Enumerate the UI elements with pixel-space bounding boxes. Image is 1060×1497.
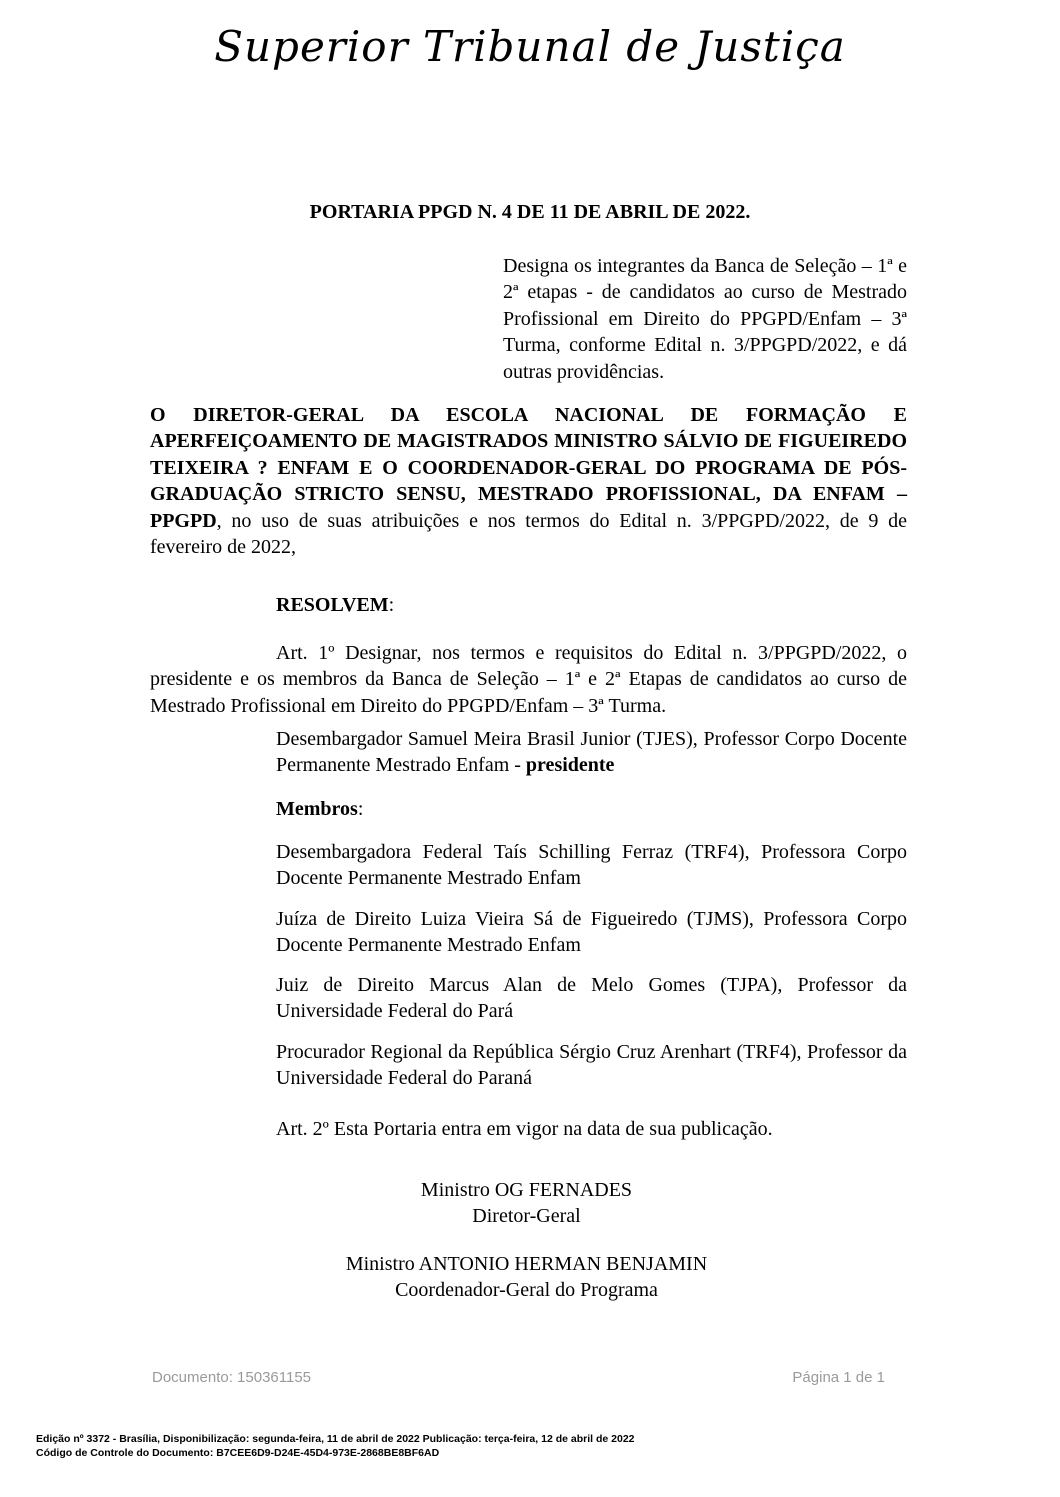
- signature-role: Diretor-Geral: [472, 1205, 581, 1227]
- membros-heading: [276, 796, 907, 822]
- membro-item: Juiz de Direito Marcus Alan de Melo Gomes (TJPA), Professor da Universidade Federal do Pará: [276, 974, 907, 1023]
- signature-coordinator: [0, 1251, 1053, 1303]
- presidente-text: Desembargador Samuel Meira Brasil Junior (TJES), Professor Corpo Docente Permanente Mestrado Enfam -: [276, 728, 907, 777]
- membros-colon: :: [357, 798, 364, 820]
- resolvem-colon: :: [388, 594, 395, 616]
- presidente-role: presidente: [525, 754, 615, 777]
- signature-name: Ministro ANTONIO HERMAN BENJAMIN: [345, 1253, 708, 1275]
- edition-info: [36, 1432, 635, 1460]
- court-masthead: Superior Tribunal de Justiça: [214, 22, 846, 71]
- signature-name: Ministro OG FERNADES: [420, 1179, 633, 1201]
- footer-page-number: Página 1 de 1: [792, 1369, 885, 1386]
- resolvem-heading: [276, 594, 394, 617]
- membros-label: Membros: [276, 798, 358, 820]
- signature-role: Coordenador-Geral do Programa: [395, 1279, 658, 1301]
- membro-item: Procurador Regional da República Sérgio Cruz Arenhart (TRF4), Professor da Universidade Federal do Paraná: [276, 1041, 907, 1090]
- article-2: Art. 2º Esta Portaria entra em vigor na data de sua publicação.: [276, 1118, 773, 1140]
- resolvem-label: RESOLVEM: [276, 594, 389, 616]
- edition-line: Edição nº 3372 - Brasília, Disponibilização: segunda-feira, 11 de abril de 2022 Publicação: terça-feira, 12 de abril de 2022: [36, 1433, 635, 1445]
- footer-document-id: Documento: 150361155: [152, 1369, 312, 1386]
- preamble-text: , no uso de suas atribuições e nos termos do Edital n. 3/PPGPD/2022, de 9 de fevereiro de 2022,: [150, 509, 907, 559]
- presidente-entry: [276, 726, 907, 779]
- control-code-line: Código de Controle do Documento: B7CEE6D9-D24E-45D4-973E-2868BE8BF6AD: [36, 1447, 440, 1459]
- article-1: Art. 1º Designar, nos termos e requisitos do Edital n. 3/PPGPD/2022, o presidente e os membros da Banca de Seleção – 1ª e 2ª Etapas de candidatos ao curso de Mestrado Profissional em Direito do PPGPD/Enfam – 3ª Turma.: [150, 642, 907, 717]
- portaria-title: PORTARIA PPGD N. 4 DE 11 DE ABRIL DE 2022.: [309, 201, 751, 223]
- membro-item: Juíza de Direito Luiza Vieira Sá de Figueiredo (TJMS), Professora Corpo Docente Permanente Mestrado Enfam: [276, 908, 907, 957]
- membro-item: Desembargadora Federal Taís Schilling Ferraz (TRF4), Professora Corpo Docente Permanente Mestrado Enfam: [276, 841, 907, 890]
- preamble-paragraph: [150, 402, 907, 560]
- ementa-paragraph: Designa os integrantes da Banca de Seleção – 1ª e 2ª etapas - de candidatos ao curso de Mestrado Profissional em Direito do PPGPD/Enfam – 3ª Turma, conforme Edital n. 3/PPGPD/2022, e dá outras providências.: [503, 255, 907, 383]
- signature-director: [0, 1177, 1053, 1229]
- preamble-authorities: O DIRETOR-GERAL DA ESCOLA NACIONAL DE FORMAÇÃO E APERFEIÇOAMENTO DE MAGISTRADOS MINISTRO SÁLVIO DE FIGUEIREDO TEIXEIRA ? ENFAM E O COORDENADOR-GERAL DO PROGRAMA DE PÓS-GRADUAÇÃO STRICTO SENSU, MESTRADO PROFISSIONAL, DA ENFAM – PPGPD: [150, 404, 907, 532]
